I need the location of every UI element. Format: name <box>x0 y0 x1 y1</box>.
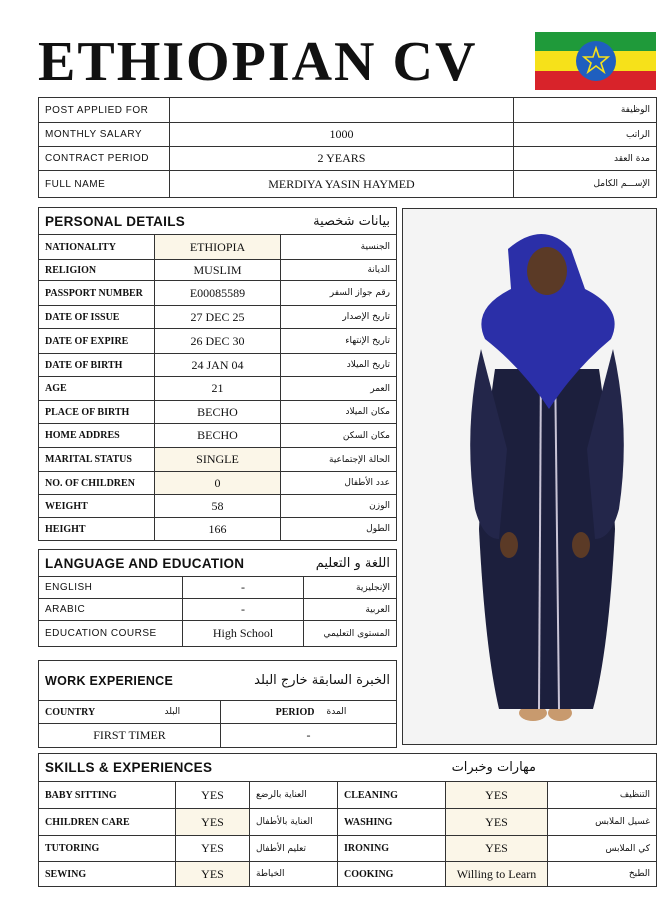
table-row <box>39 260 397 281</box>
personal-field-label: HEIGHT <box>39 518 155 541</box>
table-row <box>39 518 397 541</box>
salary-label: MONTHLY SALARY <box>39 123 170 147</box>
language-education-table <box>38 549 397 647</box>
skill-label: CLEANING <box>338 782 446 809</box>
personal-field-value: 0 <box>155 472 281 495</box>
country-value: FIRST TIMER <box>39 724 221 748</box>
personal-field-ar: العمر <box>281 377 397 401</box>
post-applied-ar: الوظيفة <box>514 98 657 123</box>
personal-field-label: WEIGHT <box>39 495 155 518</box>
table-row <box>39 599 397 621</box>
skills-heading: SKILLS & EXPERIENCES <box>39 754 338 782</box>
personal-field-ar: الطول <box>281 518 397 541</box>
table-row <box>39 809 657 836</box>
table-row <box>39 782 657 809</box>
skill-label: IRONING <box>338 836 446 862</box>
skill-label: SEWING <box>39 862 176 887</box>
skill-ar: التنظيف <box>548 782 657 809</box>
personal-field-ar: الديانة <box>281 260 397 281</box>
skill-label: COOKING <box>338 862 446 887</box>
ethiopia-flag-icon <box>535 32 656 90</box>
personal-field-label: AGE <box>39 377 155 401</box>
skill-value: YES <box>446 782 548 809</box>
table-row <box>39 306 397 329</box>
language-field-value: - <box>183 577 304 599</box>
skills-heading-ar: مهارات وخبرات <box>338 754 657 782</box>
country-ar: البلد <box>159 701 221 724</box>
skill-ar: تعليم الأطفال <box>250 836 338 862</box>
table-row <box>39 354 397 377</box>
personal-field-value: E00085589 <box>155 281 281 306</box>
skill-ar: العناية بالرضع <box>250 782 338 809</box>
language-heading-ar: اللغة و التعليم <box>304 550 397 577</box>
table-row <box>39 836 657 862</box>
table-row <box>39 495 397 518</box>
personal-field-label: MARITAL STATUS <box>39 448 155 472</box>
personal-details-heading-ar: بيانات شخصية <box>281 208 397 235</box>
language-field-value: - <box>183 599 304 621</box>
personal-field-value: 27 DEC 25 <box>155 306 281 329</box>
period-label: PERIOD <box>221 701 321 724</box>
personal-field-value: 166 <box>155 518 281 541</box>
skill-value: YES <box>176 836 250 862</box>
table-row <box>39 171 657 198</box>
personal-field-label: NO. OF CHILDREN <box>39 472 155 495</box>
skill-value: YES <box>446 809 548 836</box>
language-heading: LANGUAGE AND EDUCATION <box>39 550 304 577</box>
period-value: - <box>221 724 397 748</box>
personal-field-ar: الجنسية <box>281 235 397 260</box>
personal-field-value: 21 <box>155 377 281 401</box>
table-row <box>39 424 397 448</box>
language-field-label: ENGLISH <box>39 577 183 599</box>
table-row <box>39 147 657 171</box>
page-title: ETHIOPIAN CV <box>38 31 478 93</box>
country-label: COUNTRY <box>39 701 159 724</box>
skill-ar: الطبخ <box>548 862 657 887</box>
personal-field-ar: الحالة الإجتماعية <box>281 448 397 472</box>
contract-label: CONTRACT PERIOD <box>39 147 170 171</box>
personal-field-value: 24 JAN 04 <box>155 354 281 377</box>
fullname-ar: الإســـم الكامل <box>514 171 657 198</box>
personal-field-value: 26 DEC 30 <box>155 329 281 354</box>
work-heading-ar: الخبرة السابقة خارج البلد <box>221 661 397 701</box>
fullname-value: MERDIYA YASIN HAYMED <box>170 171 514 198</box>
skill-ar: الخياطة <box>250 862 338 887</box>
post-applied-label: POST APPLIED FOR <box>39 98 170 123</box>
language-field-ar: العربية <box>304 599 397 621</box>
personal-field-value: 58 <box>155 495 281 518</box>
personal-field-label: RELIGION <box>39 260 155 281</box>
job-info-table <box>38 97 657 198</box>
language-field-label: ARABIC <box>39 599 183 621</box>
skill-value: YES <box>446 836 548 862</box>
contract-value: 2 YEARS <box>170 147 514 171</box>
personal-field-label: PASSPORT NUMBER <box>39 281 155 306</box>
table-row <box>39 621 397 647</box>
skill-value: YES <box>176 809 250 836</box>
fullname-label: FULL NAME <box>39 171 170 198</box>
table-row <box>39 123 657 147</box>
skill-label: BABY SITTING <box>39 782 176 809</box>
personal-field-value: BECHO <box>155 424 281 448</box>
personal-field-ar: تاريخ الميلاد <box>281 354 397 377</box>
language-field-ar: الإنجليزية <box>304 577 397 599</box>
table-row <box>39 377 397 401</box>
personal-details-heading: PERSONAL DETAILS <box>39 208 281 235</box>
skill-value: Willing to Learn <box>446 862 548 887</box>
contract-ar: مدة العقد <box>514 147 657 171</box>
language-field-label: EDUCATION COURSE <box>39 621 183 647</box>
personal-field-label: PLACE OF BIRTH <box>39 401 155 424</box>
skill-label: TUTORING <box>39 836 176 862</box>
personal-field-ar: تاريخ الإصدار <box>281 306 397 329</box>
table-row <box>39 448 397 472</box>
language-field-value: High School <box>183 621 304 647</box>
skill-ar: كي الملابس <box>548 836 657 862</box>
table-row <box>39 472 397 495</box>
applicant-photo <box>402 208 657 745</box>
personal-field-label: DATE OF BIRTH <box>39 354 155 377</box>
period-ar: المدة <box>321 701 397 724</box>
personal-field-label: DATE OF EXPIRE <box>39 329 155 354</box>
table-row <box>39 862 657 887</box>
personal-field-label: DATE OF ISSUE <box>39 306 155 329</box>
table-row <box>39 235 397 260</box>
table-row <box>39 577 397 599</box>
personal-field-value: MUSLIM <box>155 260 281 281</box>
salary-value: 1000 <box>170 123 514 147</box>
post-applied-value <box>170 98 514 123</box>
personal-field-label: HOME ADDRES <box>39 424 155 448</box>
personal-field-ar: رقم جواز السفر <box>281 281 397 306</box>
salary-ar: الراتب <box>514 123 657 147</box>
table-row <box>39 281 397 306</box>
language-field-ar: المستوى التعليمي <box>304 621 397 647</box>
skill-label: WASHING <box>338 809 446 836</box>
table-row <box>39 401 397 424</box>
table-row <box>39 329 397 354</box>
table-row <box>39 98 657 123</box>
skills-table <box>38 753 657 887</box>
personal-field-value: ETHIOPIA <box>155 235 281 260</box>
personal-field-ar: مكان الميلاد <box>281 401 397 424</box>
work-heading: WORK EXPERIENCE <box>39 661 221 701</box>
personal-field-value: BECHO <box>155 401 281 424</box>
skill-value: YES <box>176 862 250 887</box>
skill-ar: غسيل الملابس <box>548 809 657 836</box>
personal-field-value: SINGLE <box>155 448 281 472</box>
personal-field-label: NATIONALITY <box>39 235 155 260</box>
personal-details-table <box>38 207 397 541</box>
personal-field-ar: عدد الأطفال <box>281 472 397 495</box>
personal-field-ar: مكان السكن <box>281 424 397 448</box>
skill-value: YES <box>176 782 250 809</box>
skill-label: CHILDREN CARE <box>39 809 176 836</box>
personal-field-ar: الوزن <box>281 495 397 518</box>
work-experience-table <box>38 660 397 748</box>
personal-field-ar: تاريخ الإنتهاء <box>281 329 397 354</box>
skill-ar: العناية بالأطفال <box>250 809 338 836</box>
